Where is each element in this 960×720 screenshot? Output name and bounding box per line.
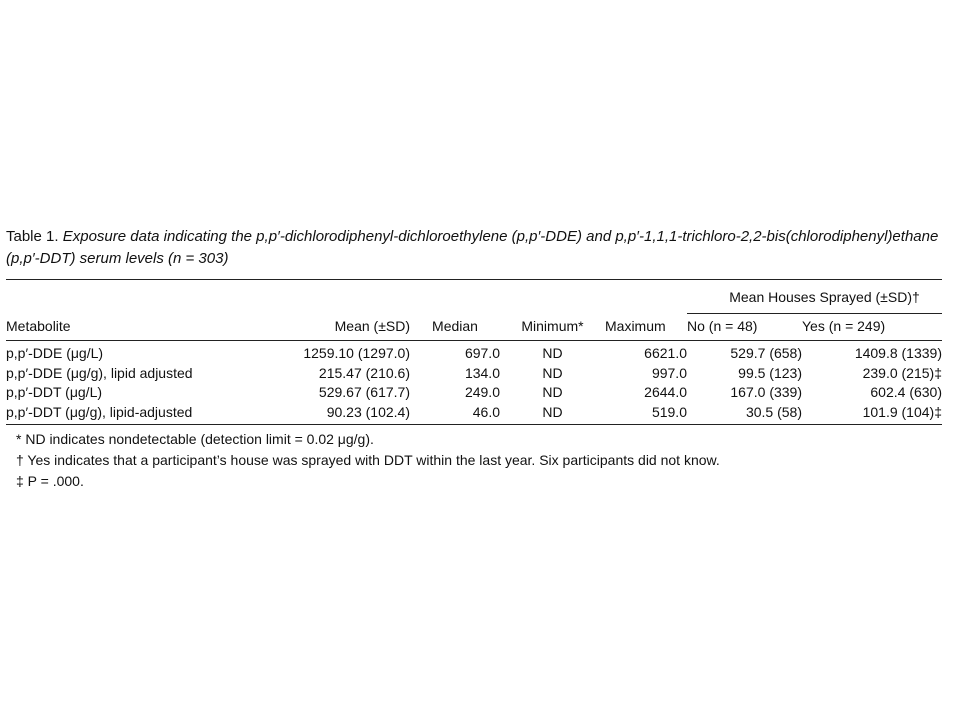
cell-minimum: ND [542,364,563,381]
table-top-rule [6,279,942,280]
column-header-no: No (n = 48) [687,314,802,341]
column-header-mean: Mean (±SD) [260,314,410,341]
cell-yes: 101.9 (104)‡ [802,403,942,425]
table-row [6,383,942,403]
footnote-nd: * ND indicates nondetectable (detection limit = 0.02 μg/g). [16,431,374,447]
group-header-row [6,282,942,314]
cell-mean: 1259.10 (1297.0) [303,345,410,361]
cell-mean: 529.67 (617.7) [318,384,410,400]
cell-median: 46.0 [410,403,500,425]
cell-minimum: ND [542,345,563,361]
column-header-minimum: Minimum* [500,314,605,341]
table-row [6,341,942,364]
table-row [6,364,942,384]
cell-median: 134.0 [464,364,500,381]
cell-yes: 602.4 (630) [870,384,942,400]
houses-sprayed-group-header: Mean Houses Sprayed (±SD)† [687,282,942,314]
table-caption-label: Table 1. [6,228,59,245]
table-row [6,403,942,425]
cell-median: 249.0 [464,384,500,400]
column-header-row [6,314,942,341]
column-header-metabolite: Metabolite [6,314,260,341]
footnote-p-value: ‡ P = .000. [16,473,84,489]
exposure-table-block [6,226,942,492]
cell-maximum: 6621.0 [644,345,687,361]
cell-median: 697.0 [464,345,500,361]
cell-maximum: 997.0 [651,364,687,381]
footnote-yes: † Yes indicates that a participant’s house was sprayed with DDT within the last year. Six participants did not know. [16,452,720,468]
cell-minimum: ND [500,403,605,425]
column-header-median: Median [410,314,500,341]
table-caption-text: Exposure data indicating the p,p′-dichlorodiphenyl-dichloroethylene (p,p′-DDE) and p,p′-1,1,1-trichloro-2,2-bis(chlorodiphenyl)ethane (p,p′-DDT) serum levels (n = 303) [6,228,939,267]
column-header-maximum: Maximum [605,314,687,341]
cell-mean: 90.23 (102.4) [260,403,410,425]
cell-maximum: 519.0 [605,403,687,425]
cell-no: 167.0 (339) [730,384,802,400]
cell-no: 30.5 (58) [687,403,802,425]
cell-no: 99.5 (123) [738,364,802,381]
table-caption [6,226,942,270]
cell-no: 529.7 (658) [730,345,802,361]
cell-maximum: 2644.0 [644,384,687,400]
cell-minimum: ND [542,384,563,400]
cell-metabolite: p,p′-DDE (μg/L) [6,345,104,361]
cell-metabolite: p,p′-DDT (μg/L) [6,384,103,400]
cell-metabolite: p,p′-DDE (μg/g), lipid adjusted [6,364,193,381]
cell-mean: 215.47 (210.6) [318,364,410,381]
table-footnotes [6,429,942,492]
cell-yes: 1409.8 (1339) [854,345,942,361]
cell-yes: 239.0 (215)‡ [862,364,942,381]
cell-metabolite: p,p′-DDT (μg/g), lipid-adjusted [6,403,260,425]
column-header-yes: Yes (n = 249) [802,314,942,341]
exposure-data-table [6,282,942,425]
